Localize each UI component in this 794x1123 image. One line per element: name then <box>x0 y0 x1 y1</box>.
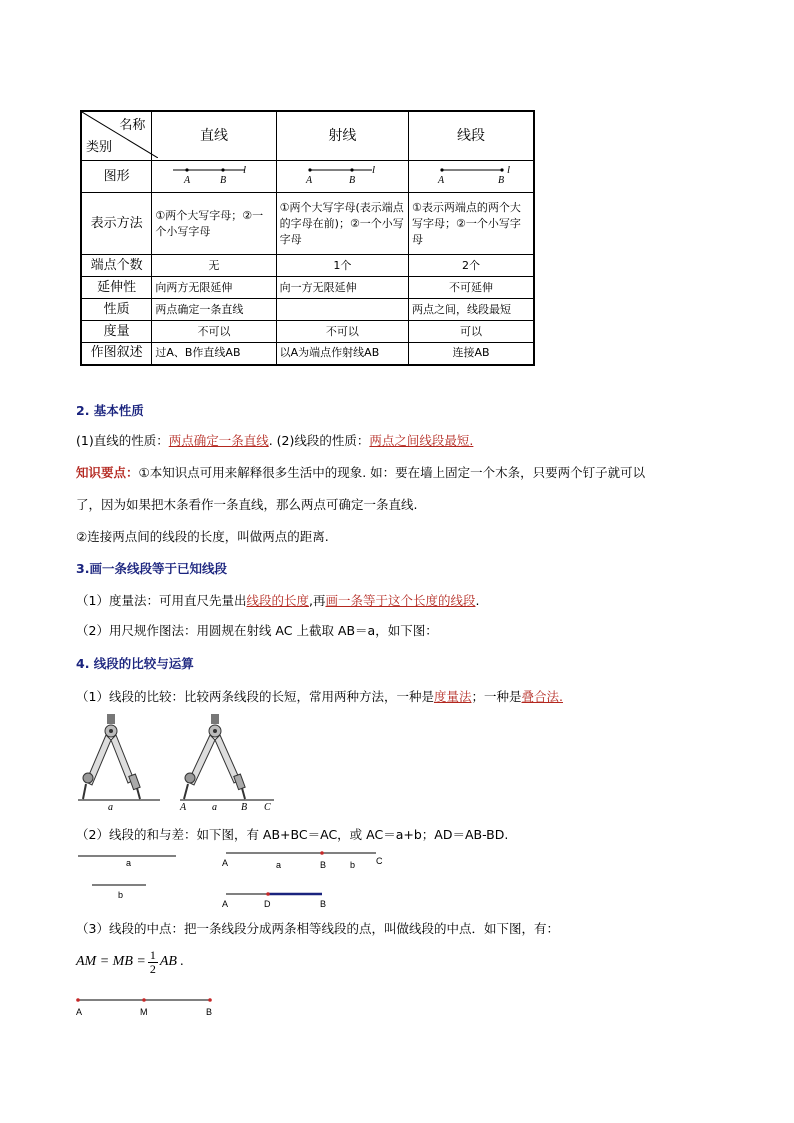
segment-l-label: l <box>507 164 511 176</box>
label-B: B <box>320 860 327 870</box>
formula-rhs: AB . <box>159 954 184 969</box>
label-D: D <box>264 899 271 909</box>
text: （1）线段的比较：比较两条线段的长短，常用两种方法，一种是 <box>76 689 434 704</box>
fraction-denominator: 2 <box>149 961 156 976</box>
row-label: 延伸性 <box>81 277 152 299</box>
midpoint-formula <box>76 942 184 982</box>
table-cell: 不可以 <box>152 321 276 343</box>
label-A: A <box>76 1007 83 1017</box>
section2-key-point <box>76 464 645 482</box>
row-label: 图形 <box>81 161 152 193</box>
text: . <box>475 593 480 608</box>
label-A: A <box>180 802 187 812</box>
ray-l-label: l <box>371 164 375 176</box>
highlight-line-property: 两点确定一条直线 <box>168 433 269 448</box>
text: ,再 <box>308 593 326 608</box>
highlight-overlap-method: 叠合法. <box>521 689 563 704</box>
table-row <box>81 299 534 321</box>
section2-heading: 2. 基本性质 <box>76 403 144 418</box>
fraction-numerator: 1 <box>149 947 156 962</box>
table-cell: 两点确定一条直线 <box>152 299 276 321</box>
highlight-draw: 画一条等于这个长度的线段 <box>325 593 476 608</box>
column-header-segment: 线段 <box>409 111 535 161</box>
table-row <box>81 193 534 255</box>
table-cell: ①两个大写字母(表示端点的字母在前)；②一个小写字母 <box>276 193 408 255</box>
table-cell: 向两方无限延伸 <box>152 277 276 299</box>
table-cell: 过A、B作直线AB <box>152 343 276 365</box>
table-row <box>81 277 534 299</box>
text: ①本知识点可用来解释很多生活中的现象. 如：要在墙上固定一个木条，只要两个钉子就可以 <box>138 465 646 480</box>
highlight-measure-method: 度量法 <box>433 689 472 704</box>
figure-cell-line <box>152 161 276 193</box>
key-point-label: 知识要点： <box>76 465 139 480</box>
section2-paragraph-3: ②连接两点间的线段的长度，叫做两点的距离. <box>76 529 329 544</box>
section3-paragraph-2: （2）用尺规作图法：用圆规在射线 AC 上截取 AB＝a，如下图： <box>76 623 438 638</box>
text: ；一种是 <box>471 689 522 704</box>
table-header-row <box>81 111 534 161</box>
table-cell: 不可以 <box>276 321 408 343</box>
label-B: B <box>241 802 248 812</box>
table-row <box>81 161 534 193</box>
row-label: 表示方法 <box>81 193 152 255</box>
table-cell: ①两个大写字母；②一个小写字母 <box>152 193 276 255</box>
compass-figure <box>78 712 278 812</box>
section4-heading: 4. 线段的比较与运算 <box>76 656 194 671</box>
point-b-label: B <box>348 175 355 186</box>
section4-paragraph-3: （3）线段的中点：把一条线段分成两条相等线段的点，叫做线段的中点．如下图，有： <box>76 921 559 936</box>
table-row <box>81 321 534 343</box>
compass-left <box>78 714 160 812</box>
table-cell: ①表示两端点的两个大写字母；②一个小写字母 <box>409 193 535 255</box>
label-a: a <box>108 802 113 812</box>
point-a-label: A <box>438 175 445 186</box>
text: (1)直线的性质： <box>76 433 169 448</box>
segment-figure <box>412 162 530 186</box>
section2-paragraph-1 <box>76 432 473 450</box>
ray-figure <box>280 162 398 186</box>
text: . (2)线段的性质： <box>268 433 370 448</box>
label-A: A <box>222 899 229 909</box>
figure-cell-segment <box>409 161 535 193</box>
table-corner-cell <box>81 111 152 161</box>
line-figure <box>155 162 265 186</box>
compass-right <box>179 714 274 812</box>
table-cell <box>276 299 408 321</box>
label-B: B <box>320 899 327 909</box>
table-cell: 1个 <box>276 255 408 277</box>
text: （1）度量法：可用直尺先量出 <box>76 593 247 608</box>
label-a: a <box>126 858 132 868</box>
row-label: 端点个数 <box>81 255 152 277</box>
midpoint-figure <box>76 994 226 1020</box>
label-B: B <box>206 1007 213 1017</box>
section2-key-point-cont: 了，因为如果把木条看作一条直线，那么两点可确定一条直线. <box>76 497 418 512</box>
section4-paragraph-2: （2）线段的和与差：如下图，有 AB+BC＝AC，或 AC＝a+b；AD＝AB-BD. <box>76 827 509 842</box>
table-cell: 以A为端点作射线AB <box>276 343 408 365</box>
section3-paragraph-1 <box>76 592 479 610</box>
corner-top-label: 名称 <box>119 118 146 133</box>
table-cell: 2个 <box>409 255 535 277</box>
column-header-line: 直线 <box>152 111 276 161</box>
figure-cell-ray <box>276 161 408 193</box>
label-C: C <box>376 856 383 866</box>
fraction <box>148 949 158 976</box>
label-A: A <box>222 858 229 868</box>
label-a: a <box>276 860 282 870</box>
section3-heading: 3.画一条线段等于已知线段 <box>76 561 227 576</box>
table-cell: 无 <box>152 255 276 277</box>
section4-paragraph-1 <box>76 688 563 706</box>
row-label: 性质 <box>81 299 152 321</box>
corner-bottom-label: 类别 <box>86 140 113 155</box>
sum-difference-figure <box>76 848 406 910</box>
point-a-label: A <box>184 175 191 186</box>
table-row <box>81 255 534 277</box>
table-cell: 不可延伸 <box>409 277 535 299</box>
label-b: b <box>118 890 124 900</box>
formula-lhs: AM = MB = <box>76 954 146 969</box>
row-label: 作图叙述 <box>81 343 152 365</box>
column-header-ray: 射线 <box>276 111 408 161</box>
label-C: C <box>264 802 271 812</box>
label-M: M <box>140 1007 148 1017</box>
highlight-segment-property: 两点之间线段最短. <box>369 433 474 448</box>
point-a-label: A <box>305 175 312 186</box>
row-label: 度量 <box>81 321 152 343</box>
line-l-label: l <box>243 164 247 176</box>
table-cell: 连接AB <box>409 343 535 365</box>
comparison-table <box>80 110 535 366</box>
label-a: a <box>212 802 217 812</box>
point-b-label: B <box>498 175 505 186</box>
highlight-measure: 线段的长度 <box>246 593 309 608</box>
table-cell: 可以 <box>409 321 535 343</box>
table-cell: 两点之间，线段最短 <box>409 299 535 321</box>
point-b-label: B <box>220 175 227 186</box>
label-b: b <box>350 860 356 870</box>
table-cell: 向一方无限延伸 <box>276 277 408 299</box>
table-row <box>81 343 534 365</box>
